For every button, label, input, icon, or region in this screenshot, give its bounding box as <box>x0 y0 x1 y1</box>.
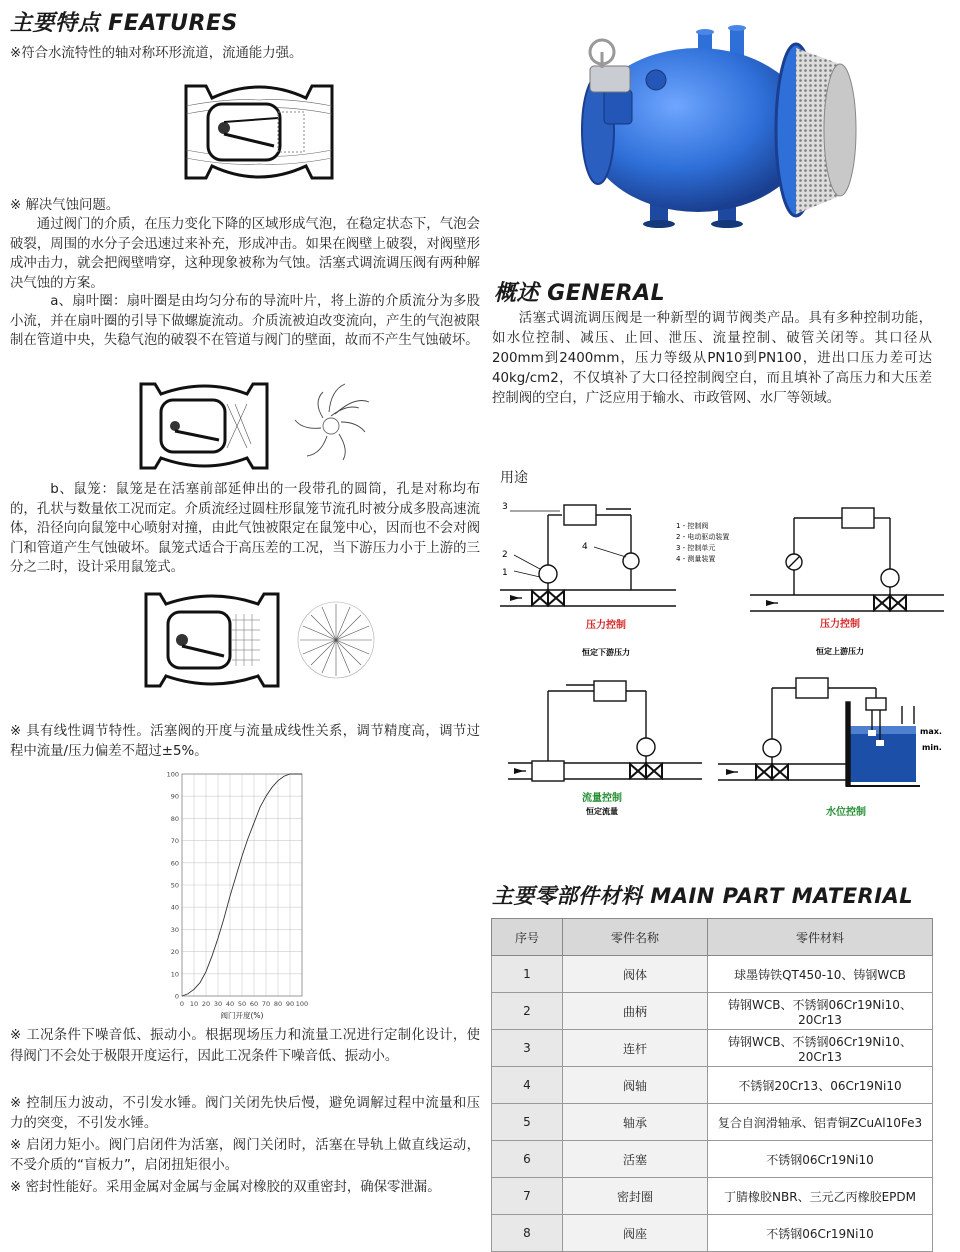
usage-label-1: 压力控制 <box>586 620 626 631</box>
row-name: 活塞 <box>563 1141 708 1178</box>
table-row <box>492 993 933 1030</box>
table-row <box>492 1104 933 1141</box>
feature-item-2b: b、鼠笼：鼠笼是在活塞前部延伸出的一段带孔的圆筒，孔是对称均布的，孔状与数量依工况而定。介质流经过圆柱形鼠笼节流孔时被分成多股高速流体，沿径向向鼠笼中心喷射对撞，由此气蚀被限定在鼠笼中心，因而也不会对阀门和管道产生气蚀破坏。鼠笼式适合于高压差的工况，当下游压力小于上游的三分之二时，设计采用鼠笼式。 <box>10 482 480 576</box>
legend-line-3: 3 - 控制单元 <box>676 544 716 552</box>
x-tick-label: 40 <box>225 1000 235 1008</box>
y-tick-label: 90 <box>170 792 179 801</box>
usage-diagram-pressure-upstream <box>748 500 948 662</box>
feature-item-2a: a、扇叶圈：扇叶圈是由均匀分布的导流叶片，将上游的介质流分为多股小流，并在扇叶圈的引导下做螺旋流动。介质流被迫改变流向，产生的气泡被限制在管道中央，失稳气泡的破裂不在管道与阀门的壁面，故而不产生气蚀破坏。 <box>10 294 480 349</box>
row-seq: 1 <box>492 956 563 993</box>
row-name: 曲柄 <box>563 993 708 1030</box>
row-material: 铸钢WCB、不锈钢06Cr19Ni10、20Cr13 <box>708 1030 933 1067</box>
row-seq: 4 <box>492 1067 563 1104</box>
row-material: 丁腈橡胶NBR、三元乙丙橡胶EPDM <box>708 1178 933 1215</box>
row-name: 轴承 <box>563 1104 708 1141</box>
table-row <box>492 1067 933 1104</box>
row-name: 连杆 <box>563 1030 708 1067</box>
feature-item-5: ※ 控制压力波动，不引发水锤。阀门关闭先快后慢，避免调解过程中流量和压力的突变，不引发水锤。 <box>10 1096 480 1131</box>
valve-product-image <box>568 18 864 232</box>
row-material: 不锈钢20Cr13、06Cr19Ni10 <box>708 1067 933 1104</box>
y-tick-label: 10 <box>170 970 179 979</box>
callout-2: 2 <box>502 550 508 560</box>
feature-item-4: ※ 工况条件下噪音低、振动小。根据现场压力和流量工况进行定制化设计，使得阀门不会处于极限开度运行，因此工况条件下噪音低、振动小。 <box>10 1028 480 1064</box>
x-tick-label: 50 <box>237 1000 247 1008</box>
usage-label-4: 水位控制 <box>826 807 866 818</box>
callout-4: 4 <box>582 542 588 552</box>
row-seq: 6 <box>492 1141 563 1178</box>
feature-item-6: ※ 启闭力矩小。阀门启闭件为活塞，阀门关闭时，活塞在导轨上做直线运动，不受介质的“盲板力”，启闭扭矩很小。 <box>10 1138 480 1173</box>
usage-sub-2: 恒定上游压力 <box>816 647 864 656</box>
x-axis-label: 阀门开度(%) <box>220 1011 264 1020</box>
general-text: 活塞式调流调压阀是一种新型的调节阀类产品。具有多种控制功能，如水位控制、减压、止回、泄压、流量控制、破管关闭等。其口径从200mm到2400mm，压力等级从PN10到PN100，进出口压力差可达40kg/cm2，不仅填补了大口径控制阀空白，而且填补了高压力和大压差控制阀的空白，广泛应用于输水、市政管网、水厂等领域。 <box>492 311 932 406</box>
callout-3: 3 <box>502 502 508 512</box>
row-material: 球墨铸铁QT450-10、铸钢WCB <box>708 956 933 993</box>
row-seq: 8 <box>492 1215 563 1252</box>
y-tick-label: 30 <box>170 925 179 934</box>
callout-1: 1 <box>502 568 508 578</box>
legend-line-1: 1 - 控制阀 <box>676 522 709 530</box>
x-tick-label: 90 <box>285 1000 295 1008</box>
row-name: 阀座 <box>563 1215 708 1252</box>
y-tick-label: 80 <box>170 814 179 823</box>
usage-label-3: 流量控制 <box>582 793 622 804</box>
x-tick-label: 60 <box>249 1000 259 1008</box>
row-seq: 7 <box>492 1178 563 1215</box>
general-title: 概述 GENERAL <box>494 281 666 306</box>
y-tick-label: 60 <box>170 859 179 868</box>
table-row <box>492 956 933 993</box>
feature-item-2-title: ※ 解决气蚀问题。 <box>10 198 120 213</box>
row-name: 密封圈 <box>563 1178 708 1215</box>
features-title: 主要特点 FEATURES <box>10 11 238 36</box>
y-tick-label: 20 <box>170 948 179 957</box>
table-row <box>492 1141 933 1178</box>
legend-line-2: 2 - 电动驱动装置 <box>676 533 730 541</box>
usage-diagram-flow-control <box>506 675 706 825</box>
table-header-row <box>492 919 933 956</box>
legend-line-4: 4 - 测量装置 <box>676 555 716 563</box>
row-material: 复合自润滑轴承、铝青铜ZCuAl10Fe3 <box>708 1104 933 1141</box>
x-tick-label: 0 <box>179 1000 185 1008</box>
materials-table <box>491 918 933 1252</box>
row-name: 阀轴 <box>563 1067 708 1104</box>
header-part-material: 零件材料 <box>708 919 933 956</box>
table-row <box>492 1215 933 1252</box>
row-material: 铸钢WCB、不锈钢06Cr19Ni10、20Cr13 <box>708 993 933 1030</box>
row-seq: 5 <box>492 1104 563 1141</box>
x-tick-label: 100 <box>295 1000 309 1008</box>
x-tick-label: 80 <box>273 1000 283 1008</box>
y-tick-label: 40 <box>170 903 179 912</box>
feature-item-7: ※ 密封性能好。采用金属对金属与金属对橡胶的双重密封，确保零泄漏。 <box>10 1180 441 1195</box>
y-tick-label: 0 <box>174 992 179 1001</box>
usage-diagram-pressure-downstream <box>496 495 758 663</box>
row-seq: 2 <box>492 993 563 1030</box>
usage-title: 用途 <box>500 470 528 486</box>
row-material: 不锈钢06Cr19Ni10 <box>708 1141 933 1178</box>
usage-diagram-water-level <box>716 672 948 822</box>
usage-sub-1: 恒定下游压力 <box>582 648 630 657</box>
y-tick-label: 70 <box>170 837 179 846</box>
y-tick-label: 50 <box>170 881 179 890</box>
header-seq: 序号 <box>492 919 563 956</box>
usage-label-2: 压力控制 <box>820 619 860 630</box>
table-row <box>492 1178 933 1215</box>
row-name: 阀体 <box>563 956 708 993</box>
row-seq: 3 <box>492 1030 563 1067</box>
feature-item-1: ※符合水流特性的轴对称环形流道，流通能力强。 <box>10 46 303 61</box>
level-max-label: max. <box>920 727 942 736</box>
valve-section-diagram-1 <box>178 78 340 186</box>
usage-sub-3: 恒定流量 <box>586 807 618 816</box>
feature-item-2-intro: 通过阀门的介质，在压力变化下降的区域形成气泡，在稳定状态下，气泡会破裂，周围的水分子会迅速过来补充，形成冲击。如果在阀壁上破裂，对阀壁形成冲击力，就会把阀壁啃穿，这种现象被称为气蚀。活塞式调流调压阀有两种解决气蚀的方案。 <box>10 217 480 291</box>
table-row <box>492 1030 933 1067</box>
fan-ring-diagram <box>135 380 385 472</box>
x-tick-label: 10 <box>189 1000 199 1008</box>
x-tick-label: 20 <box>201 1000 211 1008</box>
x-tick-label: 30 <box>213 1000 223 1008</box>
header-part-name: 零件名称 <box>563 919 708 956</box>
row-material: 不锈钢06Cr19Ni10 <box>708 1215 933 1252</box>
cage-diagram <box>140 590 380 690</box>
level-min-label: min. <box>922 743 942 752</box>
linear-characteristic-chart <box>160 764 310 1022</box>
feature-item-3: ※ 具有线性调节特性。活塞阀的开度与流量成线性关系，调节精度高，调节过程中流量/压力偏差不超过±5%。 <box>10 724 480 759</box>
materials-title: 主要零部件材料 MAIN PART MATERIAL <box>492 884 914 908</box>
x-tick-label: 70 <box>261 1000 271 1008</box>
y-tick-label: 100 <box>166 770 179 779</box>
